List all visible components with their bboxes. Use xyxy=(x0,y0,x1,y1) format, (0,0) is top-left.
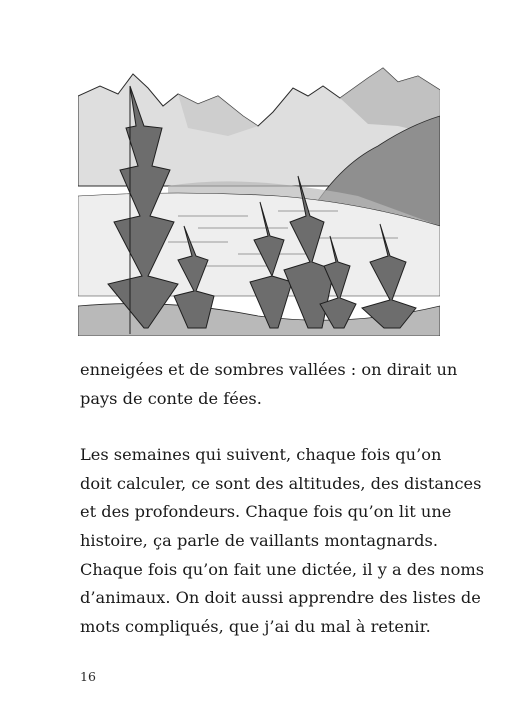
paragraph xyxy=(80,441,485,641)
text-line: doit calculer, ce sont des altitudes, des distances xyxy=(80,473,482,493)
paragraph xyxy=(80,356,458,413)
text-line: histoire, ça parle de vaillants montagnards. xyxy=(80,530,438,550)
illustration-mountain-lake xyxy=(78,66,440,336)
text-line: et des profondeurs. Chaque fois qu’on lit une xyxy=(80,502,452,522)
text-line: Chaque fois qu’on fait une dictée, il y a des noms xyxy=(80,559,485,579)
text-line: d’animaux. On doit aussi apprendre des listes de xyxy=(80,588,481,608)
body-text xyxy=(80,356,485,641)
text-line: Les semaines qui suivent, chaque fois qu’on xyxy=(80,445,442,465)
text-line: pays de conte de fées. xyxy=(80,388,262,408)
page-number: 16 xyxy=(80,669,96,684)
text-line: enneigées et de sombres vallées : on dirait un xyxy=(80,360,458,379)
text-line: mots compliqués, que j’ai du mal à retenir. xyxy=(80,616,431,636)
